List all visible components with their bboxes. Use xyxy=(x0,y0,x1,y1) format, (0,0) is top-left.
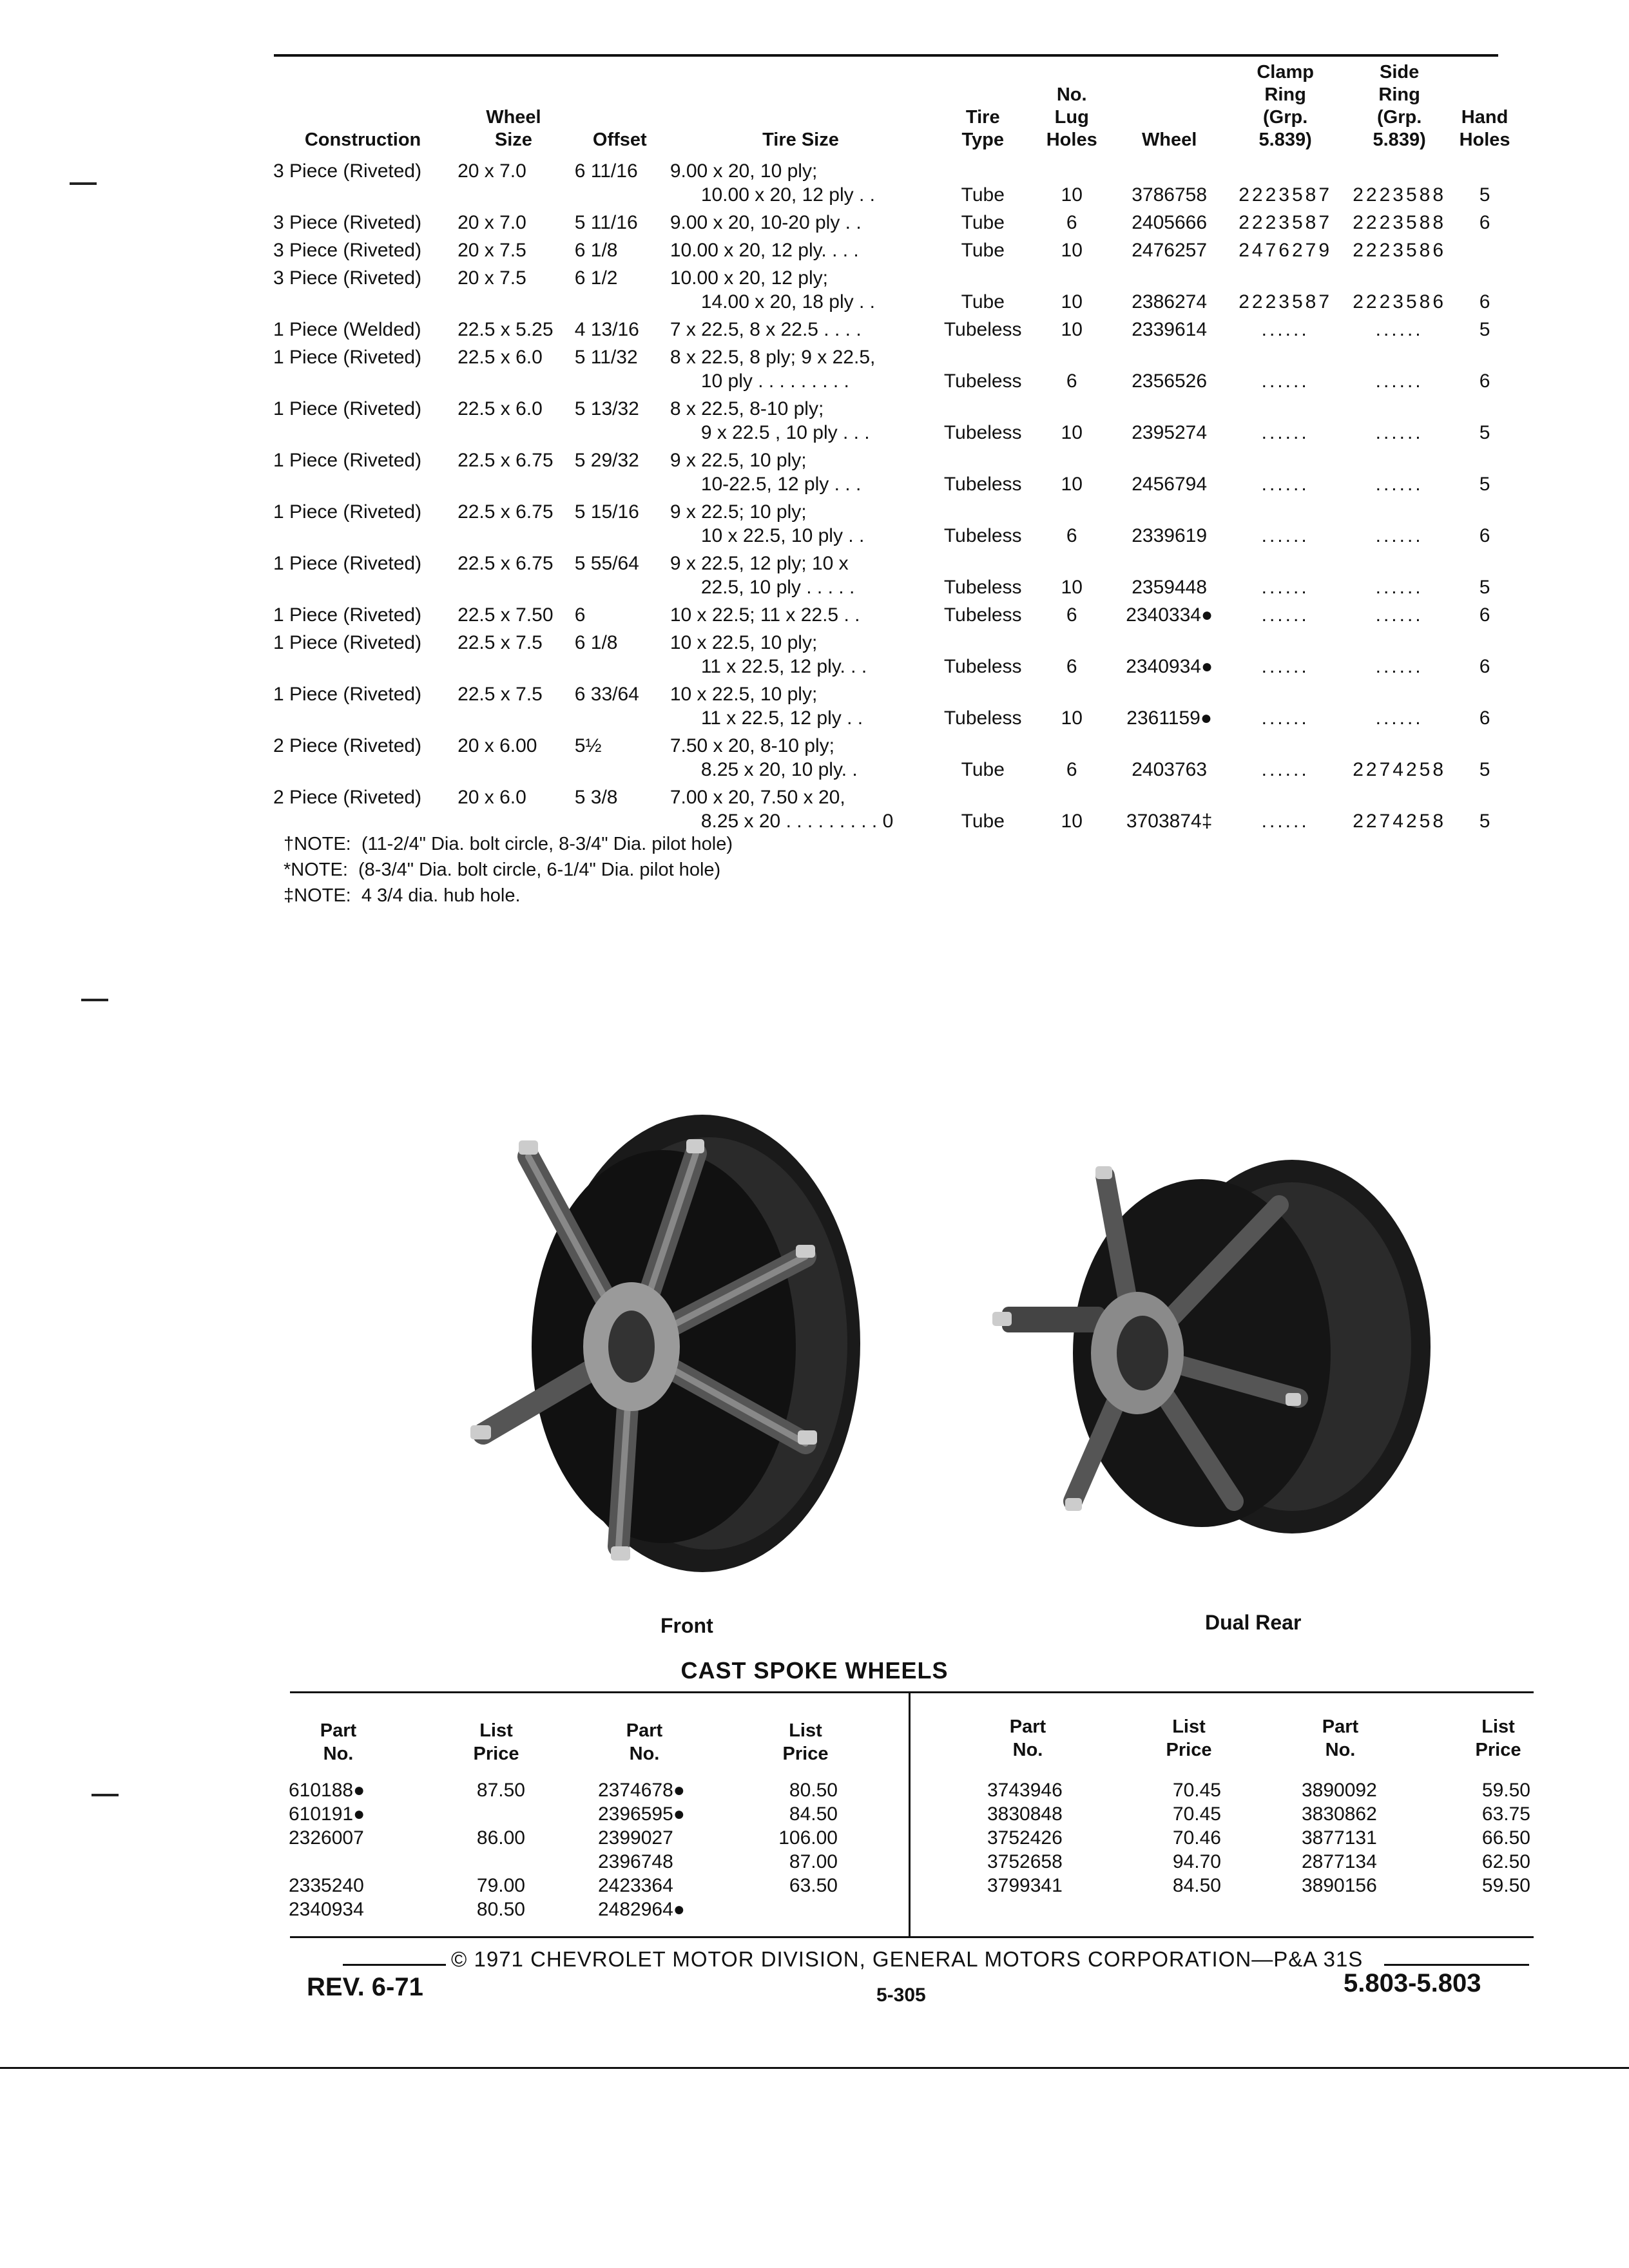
cell-type: Tubeless xyxy=(943,474,1022,495)
cell-side: 2223588 xyxy=(1353,212,1447,233)
cast-cell: 3890092 xyxy=(1302,1780,1377,1801)
spec-row xyxy=(271,603,1514,631)
spec-row xyxy=(271,266,1514,318)
footer-copyright: © 1971 CHEVROLET MOTOR DIVISION, GENERAL MOTORS CORPORATION—P&A 31S xyxy=(451,1947,1364,1971)
cast-cell: 84.50 xyxy=(789,1803,838,1825)
cell-tire-size xyxy=(668,211,934,238)
cast-cell: 2482964● xyxy=(598,1899,685,1920)
cell-hand: 5 xyxy=(1479,184,1490,206)
tire-size-line1: 7.00 x 20, 7.50 x 20, xyxy=(670,787,845,808)
cell-clamp: ...... xyxy=(1261,525,1309,546)
cell-size: 22.5 x 6.75 xyxy=(458,553,554,574)
cell-size: 22.5 x 6.75 xyxy=(458,450,554,471)
tire-size-line1: 8 x 22.5, 8-10 ply; xyxy=(670,398,824,419)
cast-cell: 63.75 xyxy=(1481,1803,1530,1825)
cell-construction: 3 Piece (Riveted) xyxy=(273,240,422,261)
cast-cell: 94.70 xyxy=(1172,1851,1221,1872)
cell-size: 20 x 7.5 xyxy=(458,267,526,289)
cast-right-prices-2 xyxy=(1450,1778,1530,1898)
cell-tire-size xyxy=(668,785,934,837)
cell-offset: 5 3/8 xyxy=(574,787,618,808)
tire-size-line2: 8.25 x 20, 10 ply. . xyxy=(700,759,858,780)
cast-cell: 3830848 xyxy=(987,1803,1063,1825)
cast-cell: 2396748 xyxy=(598,1851,673,1872)
cast-cell: 610188● xyxy=(289,1780,365,1801)
cast-bottom-rule xyxy=(290,1936,1534,1938)
cast-cell: 3752426 xyxy=(987,1827,1063,1849)
spec-row xyxy=(271,500,1514,552)
cell-side: 2223586 xyxy=(1353,240,1447,261)
spec-row xyxy=(271,318,1514,345)
tire-size-line2: 9 x 22.5 , 10 ply . . . xyxy=(700,422,870,443)
cell-lug: 10 xyxy=(1061,811,1083,832)
spec-row xyxy=(271,448,1514,500)
tire-size-line1: 7.50 x 20, 8-10 ply; xyxy=(670,735,834,756)
cell-size: 20 x 7.0 xyxy=(458,160,526,182)
spec-row xyxy=(271,211,1514,238)
cast-cell: 3830862 xyxy=(1302,1803,1377,1825)
cell-construction: 1 Piece (Riveted) xyxy=(273,553,422,574)
cell-type: Tubeless xyxy=(943,577,1022,598)
cast-cell xyxy=(751,1898,838,1921)
cell-offset: 6 1/8 xyxy=(574,632,618,653)
cell-side: ...... xyxy=(1375,604,1423,626)
cell-side: ...... xyxy=(1375,474,1423,495)
cell-lug: 10 xyxy=(1061,422,1083,443)
cast-cell: 59.50 xyxy=(1481,1875,1530,1896)
tire-size-line1: 10 x 22.5; 11 x 22.5 . . xyxy=(670,604,860,626)
cell-hand: 5 xyxy=(1479,759,1490,780)
cell-lug: 6 xyxy=(1066,370,1077,392)
cell-type: Tube xyxy=(961,184,1005,206)
cast-right-prices-1 xyxy=(1141,1778,1221,1898)
cell-tire-size xyxy=(668,238,934,266)
cell-clamp: 2223587 xyxy=(1239,212,1333,233)
cell-wheel: 2456794 xyxy=(1132,474,1208,495)
dual-rear-wheel-image xyxy=(989,1140,1440,1546)
cell-size: 20 x 7.0 xyxy=(458,212,526,233)
cell-clamp: ...... xyxy=(1261,319,1309,340)
cell-type: Tubeless xyxy=(943,604,1022,626)
cell-type: Tube xyxy=(961,212,1005,233)
cell-side: 2223588 xyxy=(1353,184,1447,206)
cell-clamp: ...... xyxy=(1261,656,1309,677)
cell-type: Tubeless xyxy=(943,525,1022,546)
page-number: 5-305 xyxy=(876,1984,926,2006)
cast-cell xyxy=(445,1802,525,1826)
tire-size-line1: 9.00 x 20, 10 ply; xyxy=(670,160,818,182)
cell-side: ...... xyxy=(1375,525,1423,546)
cell-clamp: 2223587 xyxy=(1239,291,1333,312)
header-lug-holes: No. Lug Holes xyxy=(1046,84,1097,150)
cell-tire-size xyxy=(668,500,934,552)
cell-size: 22.5 x 5.25 xyxy=(458,319,554,340)
cell-wheel: 2386274 xyxy=(1132,291,1208,312)
spec-row xyxy=(271,734,1514,785)
cell-wheel: 2340334● xyxy=(1126,604,1213,626)
cell-clamp: 2476279 xyxy=(1239,240,1333,261)
cell-lug: 10 xyxy=(1061,184,1083,206)
cell-wheel: 3786758 xyxy=(1132,184,1208,206)
dual-rear-caption: Dual Rear xyxy=(1205,1611,1302,1634)
cast-cell: 2326007 xyxy=(289,1827,364,1849)
cast-cell: 87.50 xyxy=(476,1780,525,1801)
tire-size-line2: 10 x 22.5, 10 ply . . xyxy=(700,525,865,546)
cast-cell: 3743946 xyxy=(987,1780,1063,1801)
cell-wheel: 2359448 xyxy=(1132,577,1208,598)
cast-cell: 62.50 xyxy=(1481,1851,1530,1872)
cast-cell: 80.50 xyxy=(789,1780,838,1801)
cast-cell: 2340934 xyxy=(289,1899,364,1920)
cell-side: 2223586 xyxy=(1353,291,1447,312)
cell-wheel: 2339619 xyxy=(1132,525,1208,546)
cell-tire-size xyxy=(668,159,934,211)
cell-lug: 10 xyxy=(1061,240,1083,261)
cast-left-prices-2 xyxy=(751,1778,838,1921)
header-tire-type: Tire Type xyxy=(961,107,1005,150)
cell-wheel: 2340934● xyxy=(1126,656,1213,677)
cell-type: Tubeless xyxy=(943,707,1022,729)
cell-size: 22.5 x 6.75 xyxy=(458,501,554,523)
cell-hand: 6 xyxy=(1479,370,1490,392)
cast-header-list-price-2: List Price xyxy=(782,1720,829,1764)
spec-row xyxy=(271,238,1514,266)
cell-size: 20 x 6.00 xyxy=(458,735,537,756)
cast-left-parts-2 xyxy=(598,1778,714,1921)
cell-size: 22.5 x 7.50 xyxy=(458,604,554,626)
cast-cell: 66.50 xyxy=(1481,1827,1530,1849)
cell-size: 22.5 x 7.5 xyxy=(458,632,543,653)
cast-cell: 3890156 xyxy=(1302,1875,1377,1896)
cell-lug: 10 xyxy=(1061,707,1083,729)
cell-offset: 6 xyxy=(574,604,586,626)
cast-cell: 70.45 xyxy=(1172,1803,1221,1825)
cast-cell: 2335240 xyxy=(289,1875,364,1896)
cell-hand: 6 xyxy=(1479,656,1490,677)
cast-spoke-title: CAST SPOKE WHEELS xyxy=(680,1657,949,1684)
cell-type: Tube xyxy=(961,240,1005,261)
cell-size: 22.5 x 6.0 xyxy=(458,398,543,419)
note-dagger: †NOTE: (11-2/4" Dia. bolt circle, 8-3/4" Dia. pilot hole) xyxy=(284,834,733,854)
cell-hand: 5 xyxy=(1479,474,1490,495)
cell-offset: 5 11/16 xyxy=(574,212,638,233)
cell-hand: 5 xyxy=(1479,577,1490,598)
cell-clamp: ...... xyxy=(1261,811,1309,832)
header-clamp-ring: Clamp Ring (Grp. 5.839) xyxy=(1257,62,1314,150)
cast-header-part-no-2: Part No. xyxy=(626,1720,663,1764)
cast-cell: 79.00 xyxy=(476,1875,525,1896)
cell-wheel: 2403763 xyxy=(1132,759,1208,780)
spec-table-body xyxy=(271,159,1514,837)
footer-rule-right xyxy=(1384,1964,1529,1966)
cell-tire-size xyxy=(668,318,934,345)
cast-cell xyxy=(445,1850,525,1874)
spec-header-row xyxy=(271,61,1514,159)
spec-row xyxy=(271,552,1514,603)
cell-lug: 10 xyxy=(1061,577,1083,598)
cast-cell: 86.00 xyxy=(476,1827,525,1849)
cell-type: Tubeless xyxy=(943,319,1022,340)
cell-lug: 6 xyxy=(1066,604,1077,626)
tire-size-line2: 10-22.5, 12 ply . . . xyxy=(700,474,862,495)
cell-offset: 5½ xyxy=(574,735,602,756)
cast-cell: 63.50 xyxy=(789,1875,838,1896)
cell-tire-size xyxy=(668,266,934,318)
cell-wheel: 3703874‡ xyxy=(1126,811,1213,832)
cell-size: 22.5 x 6.0 xyxy=(458,347,543,368)
cell-lug: 6 xyxy=(1066,212,1077,233)
cast-cell: 2877134 xyxy=(1302,1851,1377,1872)
cell-clamp: ...... xyxy=(1261,707,1309,729)
cast-header-part-no-1: Part No. xyxy=(320,1720,357,1764)
margin-mark xyxy=(92,1794,119,1796)
cell-hand: 6 xyxy=(1479,604,1490,626)
note-double-dagger: ‡NOTE: 4 3/4 dia. hub hole. xyxy=(284,885,521,906)
front-caption: Front xyxy=(660,1614,713,1637)
cast-right-parts-1 xyxy=(987,1778,1090,1898)
cast-cell: 106.00 xyxy=(778,1827,838,1849)
cell-side: ...... xyxy=(1375,319,1423,340)
cell-clamp: ...... xyxy=(1261,577,1309,598)
cell-type: Tubeless xyxy=(943,370,1022,392)
cast-left-parts-1 xyxy=(289,1778,392,1921)
cell-construction: 1 Piece (Riveted) xyxy=(273,684,422,705)
margin-mark xyxy=(70,182,97,185)
bottom-rule xyxy=(0,2067,1629,2069)
cell-hand: 5 xyxy=(1479,811,1490,832)
cell-offset: 5 55/64 xyxy=(574,553,639,574)
cell-clamp: 2223587 xyxy=(1239,184,1333,206)
cell-tire-size xyxy=(668,631,934,682)
cell-clamp: ...... xyxy=(1261,474,1309,495)
header-hand-holes: Hand Holes xyxy=(1459,107,1510,150)
cell-hand: 6 xyxy=(1479,707,1490,729)
tire-size-line1: 7 x 22.5, 8 x 22.5 . . . . xyxy=(670,319,862,340)
cell-tire-size xyxy=(668,682,934,734)
cell-wheel: 2361159● xyxy=(1126,707,1212,729)
cast-cell: 3752658 xyxy=(987,1851,1063,1872)
cell-lug: 6 xyxy=(1066,759,1077,780)
cell-wheel: 2405666 xyxy=(1132,212,1208,233)
front-wheel-image xyxy=(445,1095,889,1598)
margin-mark xyxy=(81,999,108,1001)
cell-side: ...... xyxy=(1375,370,1423,392)
cast-header-part-no-3: Part No. xyxy=(1009,1716,1046,1760)
cast-top-rule xyxy=(290,1691,1534,1693)
cell-lug: 10 xyxy=(1061,319,1083,340)
cell-type: Tube xyxy=(961,759,1005,780)
cell-hand: 6 xyxy=(1479,212,1490,233)
cell-hand: 5 xyxy=(1479,422,1490,443)
cell-size: 20 x 7.5 xyxy=(458,240,526,261)
tire-size-line1: 9.00 x 20, 10-20 ply . . xyxy=(670,212,862,233)
cell-size: 22.5 x 7.5 xyxy=(458,684,543,705)
cell-lug: 10 xyxy=(1061,291,1083,312)
tire-size-line1: 10 x 22.5, 10 ply; xyxy=(670,684,818,705)
cell-tire-size xyxy=(668,448,934,500)
spec-row xyxy=(271,345,1514,397)
header-offset: Offset xyxy=(592,130,647,150)
cell-tire-size xyxy=(668,397,934,448)
cell-offset: 5 15/16 xyxy=(574,501,639,523)
cell-wheel: 2395274 xyxy=(1132,422,1208,443)
cell-offset: 4 13/16 xyxy=(574,319,639,340)
header-construction: Construction xyxy=(304,130,421,150)
notes xyxy=(284,831,733,908)
cell-offset: 6 1/8 xyxy=(574,240,618,261)
cell-construction: 3 Piece (Riveted) xyxy=(273,267,422,289)
cell-construction: 1 Piece (Welded) xyxy=(273,319,421,340)
cell-side: ...... xyxy=(1375,577,1423,598)
note-asterisk: *NOTE: (8-3/4" Dia. bolt circle, 6-1/4" Dia. pilot hole) xyxy=(284,860,721,880)
cast-cell: 87.00 xyxy=(789,1851,838,1872)
tire-size-line2: 14.00 x 20, 18 ply . . xyxy=(700,291,875,312)
cell-tire-size xyxy=(668,345,934,397)
footer-rule-left xyxy=(343,1964,446,1966)
cell-wheel: 2356526 xyxy=(1132,370,1208,392)
cell-construction: 1 Piece (Riveted) xyxy=(273,604,422,626)
tire-size-line2: 8.25 x 20 . . . . . . . . . 0 xyxy=(700,811,894,832)
cast-header-part-no-4: Part No. xyxy=(1322,1716,1359,1760)
cell-offset: 6 1/2 xyxy=(574,267,618,289)
header-wheel: Wheel xyxy=(1141,130,1197,150)
cell-construction: 1 Piece (Riveted) xyxy=(273,398,422,419)
wheel-spec-table xyxy=(271,61,1514,837)
header-side-ring: Side Ring (Grp. 5.839) xyxy=(1373,62,1426,150)
tire-size-line1: 9 x 22.5; 10 ply; xyxy=(670,501,807,523)
spec-row xyxy=(271,631,1514,682)
cast-cell: 610191● xyxy=(289,1803,365,1825)
cell-side: 2274258 xyxy=(1353,759,1447,780)
cell-hand: 6 xyxy=(1479,525,1490,546)
cell-size: 20 x 6.0 xyxy=(458,787,526,808)
cell-offset: 6 33/64 xyxy=(574,684,639,705)
tire-size-line2: 11 x 22.5, 12 ply . . xyxy=(700,707,863,729)
cast-cell: 2374678● xyxy=(598,1780,685,1801)
cell-type: Tubeless xyxy=(943,656,1022,677)
cell-construction: 3 Piece (Riveted) xyxy=(273,212,422,233)
cell-side: 2274258 xyxy=(1353,811,1447,832)
cell-side: ...... xyxy=(1375,656,1423,677)
cell-hand: 6 xyxy=(1479,291,1490,312)
tire-size-line2: 11 x 22.5, 12 ply. . . xyxy=(700,656,867,677)
cell-offset: 5 11/32 xyxy=(574,347,638,368)
cell-clamp: ...... xyxy=(1261,759,1309,780)
cell-wheel: 2339614 xyxy=(1132,319,1208,340)
cast-cell: 84.50 xyxy=(1172,1875,1221,1896)
cast-cell: 2396595● xyxy=(598,1803,685,1825)
section-number: 5.803-5.803 xyxy=(1344,1969,1481,1997)
cell-lug: 10 xyxy=(1061,474,1083,495)
cell-clamp: ...... xyxy=(1261,370,1309,392)
cell-construction: 1 Piece (Riveted) xyxy=(273,450,422,471)
cell-lug: 6 xyxy=(1066,525,1077,546)
cast-cell: 80.50 xyxy=(476,1899,525,1920)
cell-construction: 2 Piece (Riveted) xyxy=(273,735,422,756)
cell-offset: 6 11/16 xyxy=(574,160,638,182)
cell-offset: 5 13/32 xyxy=(574,398,639,419)
cell-offset: 5 29/32 xyxy=(574,450,639,471)
tire-size-line2: 10.00 x 20, 12 ply . . xyxy=(700,184,875,206)
spec-row xyxy=(271,785,1514,837)
cast-right-parts-2 xyxy=(1302,1778,1405,1898)
cast-cell: 59.50 xyxy=(1481,1780,1530,1801)
cast-cell: 3799341 xyxy=(987,1875,1063,1896)
cast-cell: 3877131 xyxy=(1302,1827,1377,1849)
tire-size-line1: 9 x 22.5, 12 ply; 10 x xyxy=(670,553,849,574)
cell-wheel: 2476257 xyxy=(1132,240,1208,261)
cell-construction: 3 Piece (Riveted) xyxy=(273,160,422,182)
cell-type: Tube xyxy=(961,291,1005,312)
cast-header-list-price-1: List Price xyxy=(473,1720,519,1764)
cast-cell: 2423364 xyxy=(598,1875,673,1896)
spec-row xyxy=(271,682,1514,734)
cast-header-list-price-3: List Price xyxy=(1166,1716,1212,1760)
cast-cell: 70.46 xyxy=(1172,1827,1221,1849)
cell-side: ...... xyxy=(1375,422,1423,443)
cell-hand: 5 xyxy=(1479,319,1490,340)
cast-left-prices-1 xyxy=(445,1778,525,1921)
cast-header-list-price-4: List Price xyxy=(1475,1716,1521,1760)
header-wheel-size: Wheel Size xyxy=(486,107,541,150)
revision-label: REV. 6-71 xyxy=(307,1973,423,2001)
tire-size-line2: 22.5, 10 ply . . . . . xyxy=(700,577,855,598)
top-rule xyxy=(274,54,1498,57)
tire-size-line1: 10.00 x 20, 12 ply. . . . xyxy=(670,240,859,261)
cell-clamp: ...... xyxy=(1261,422,1309,443)
cell-construction: 1 Piece (Riveted) xyxy=(273,501,422,523)
cell-construction: 1 Piece (Riveted) xyxy=(273,347,422,368)
cell-construction: 2 Piece (Riveted) xyxy=(273,787,422,808)
cell-tire-size xyxy=(668,603,934,631)
tire-size-line1: 10 x 22.5, 10 ply; xyxy=(670,632,818,653)
cell-hand xyxy=(1455,238,1514,266)
cast-column-divider xyxy=(909,1691,911,1936)
tire-size-line1: 10.00 x 20, 12 ply; xyxy=(670,267,828,289)
cell-tire-size xyxy=(668,734,934,785)
tire-size-line1: 8 x 22.5, 8 ply; 9 x 22.5, xyxy=(670,347,876,368)
cell-clamp: ...... xyxy=(1261,604,1309,626)
header-tire-size: Tire Size xyxy=(762,130,839,150)
cell-construction: 1 Piece (Riveted) xyxy=(273,632,422,653)
cell-tire-size xyxy=(668,552,934,603)
cell-type: Tube xyxy=(961,811,1005,832)
spec-row xyxy=(271,159,1514,211)
tire-size-line2: 10 ply . . . . . . . . . xyxy=(700,370,849,392)
cell-lug: 6 xyxy=(1066,656,1077,677)
spec-row xyxy=(271,397,1514,448)
cell-type: Tubeless xyxy=(943,422,1022,443)
cast-cell: 70.45 xyxy=(1172,1780,1221,1801)
cast-cell: 2399027 xyxy=(598,1827,673,1849)
tire-size-line1: 9 x 22.5, 10 ply; xyxy=(670,450,807,471)
cast-cell xyxy=(289,1850,392,1874)
cell-side: ...... xyxy=(1375,707,1423,729)
